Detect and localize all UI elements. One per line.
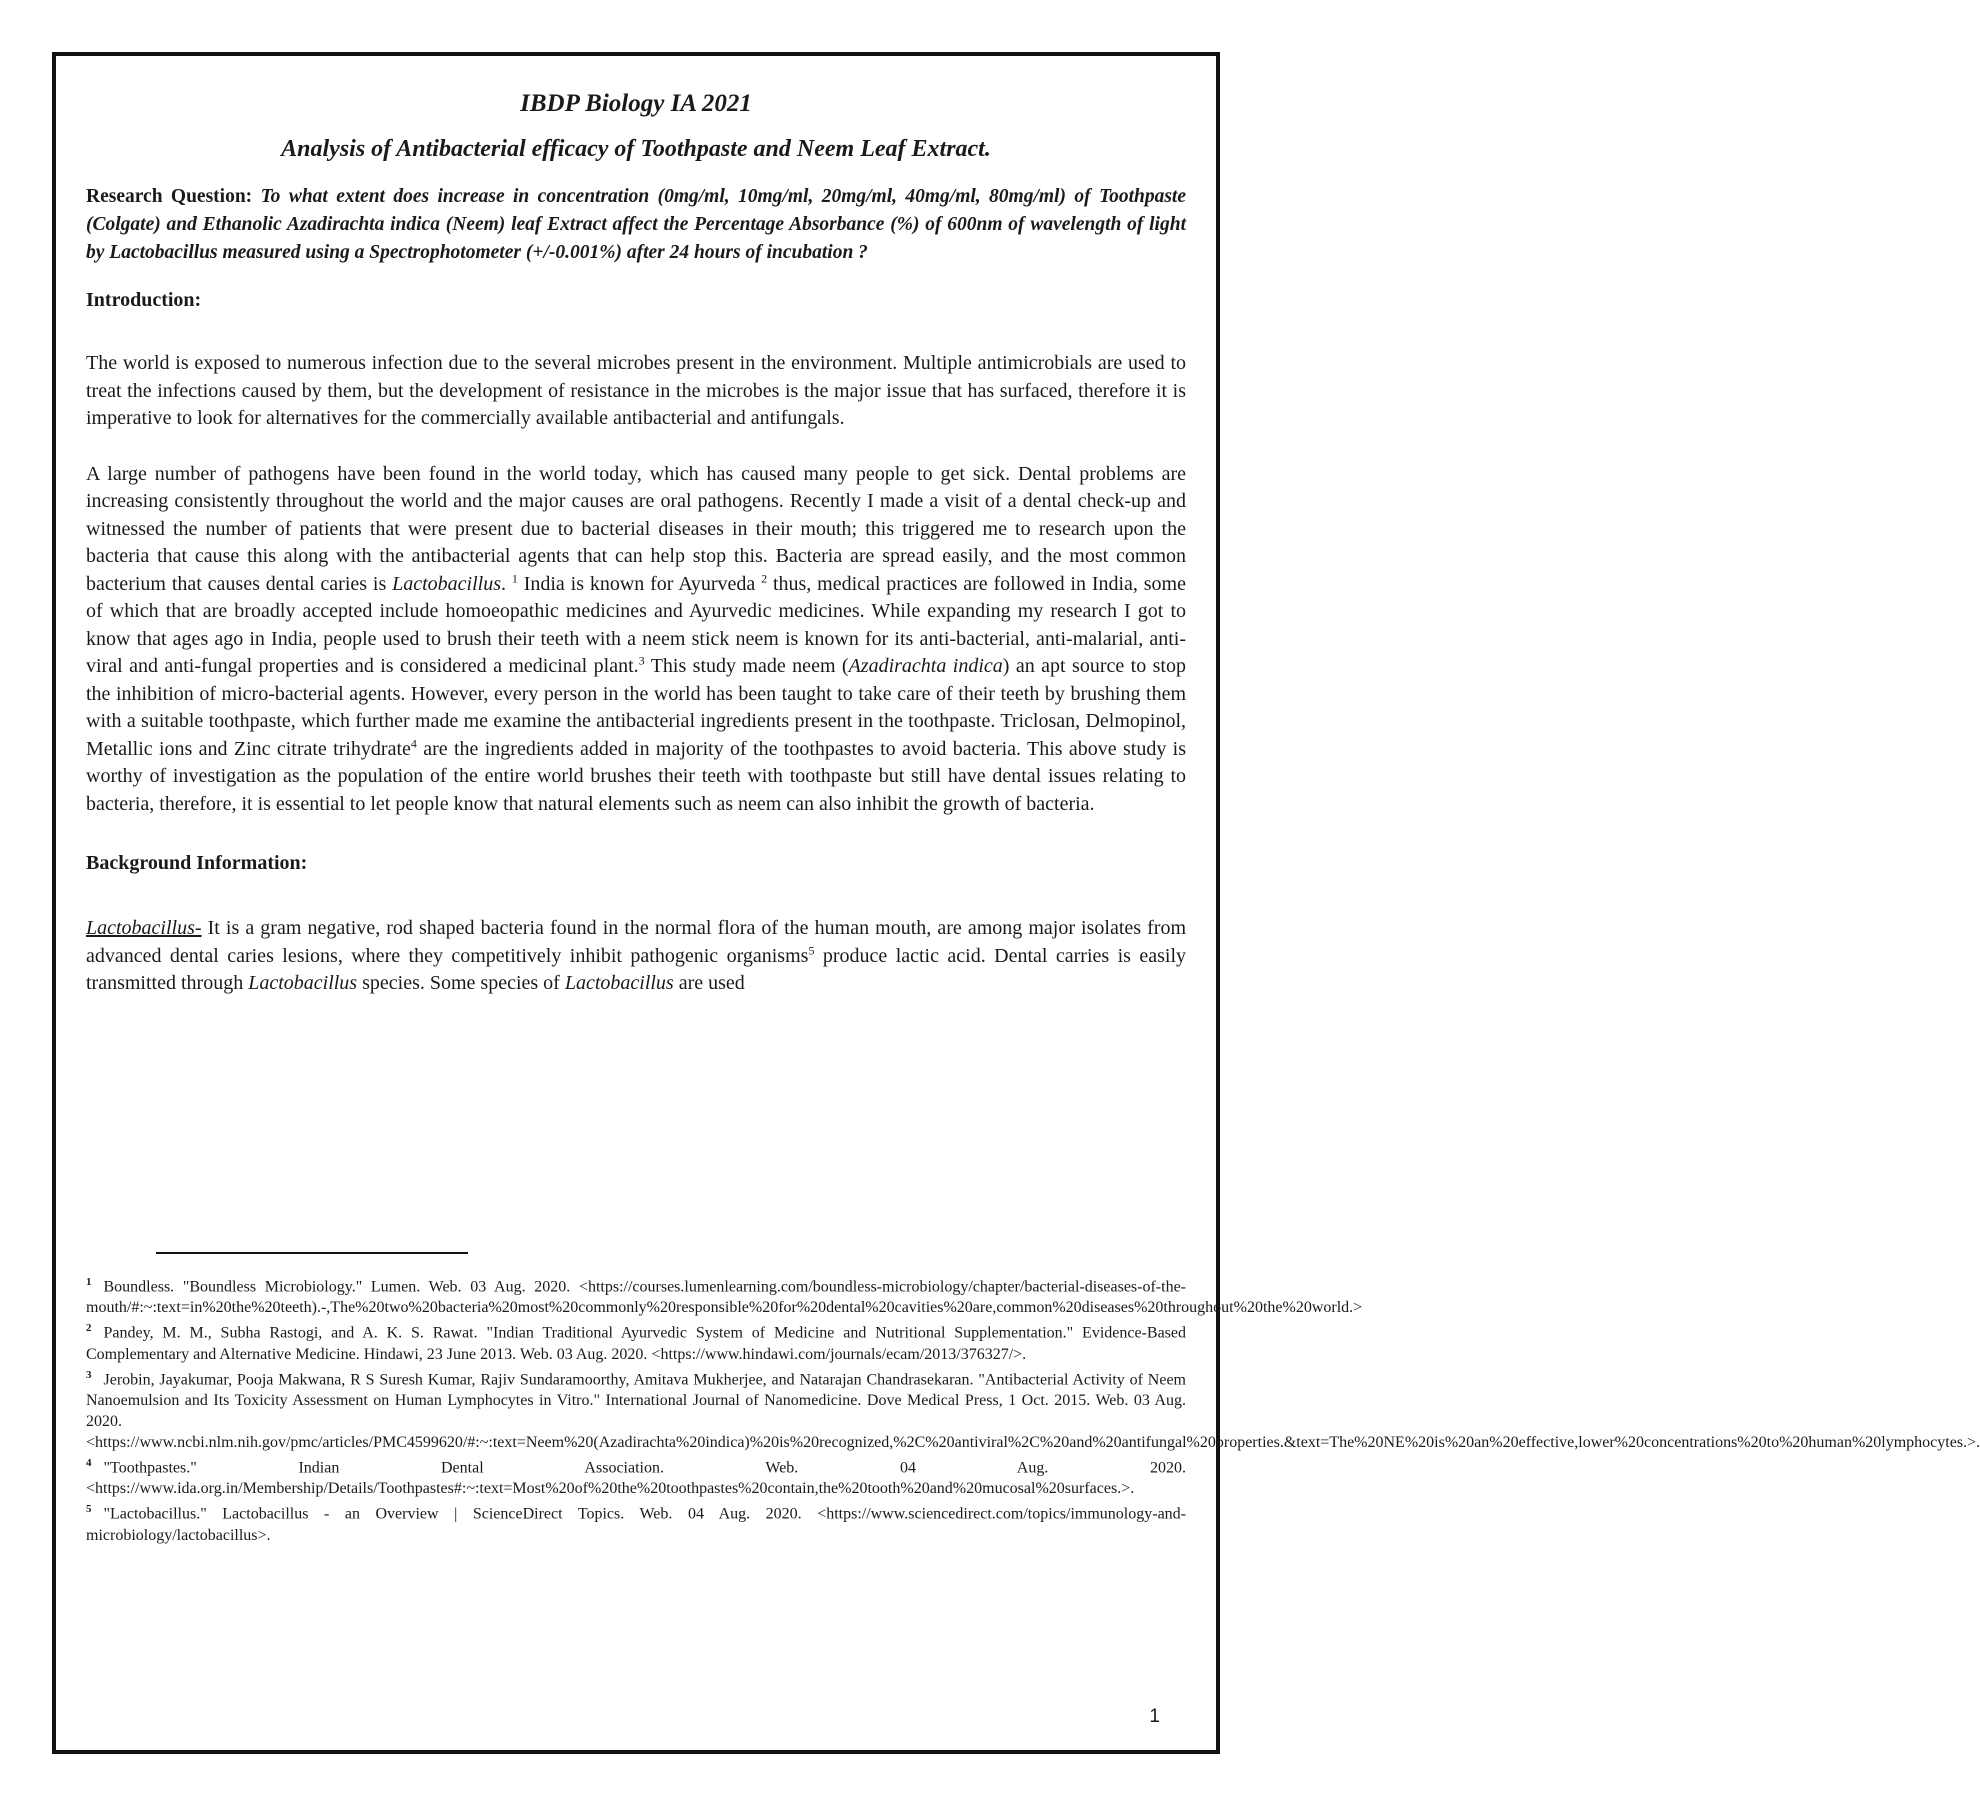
footnote-2-number: 2 [86, 1322, 92, 1335]
background-text-c: species. Some species of [357, 972, 565, 994]
footnote-5-number: 5 [86, 1503, 92, 1516]
main-content [86, 90, 1186, 998]
document-subtitle: Analysis of Antibacterial efficacy of Toothpaste and Neem Leaf Extract. [281, 136, 991, 162]
footnote-3 [86, 1365, 1980, 1453]
footnotes-section [86, 1252, 1980, 1546]
intro-p2-text-f: ) an apt source to stop the inhibition of micro-bacterial agents. However, every person in the world has been taught to take care of their teeth by brushing them with a suitable toothpaste, which further made me examine the antibacterial ingredients present in the toothpaste. Triclosan, Delmopinol, Metallic ions and Zinc citrate trihydrate [86, 655, 1186, 760]
footnote-ref-3[interactable]: 3 [638, 653, 645, 668]
research-question-label: Research Question: [86, 186, 253, 207]
footnote-4-text: "Toothpastes." Indian Dental Association. Web. 04 Aug. 2020. <https://www.ida.org.in/Membership/Details/Toothpastes#:~:text=Most%20of%20the%20toothpastes%20contain,the%20tooth%20and%20mucosal%20surfaces.>. [86, 1459, 1186, 1498]
footnote-2 [86, 1318, 1186, 1364]
footnote-1 [86, 1272, 1363, 1318]
footnote-ref-1[interactable]: 1 [511, 570, 518, 585]
intro-p2-text-d: thus, medical practices are followed in India, some of which that are broadly accepted include homoeopathic medicines and Ayurvedic medicines. While expanding my research I got to know that ages ago in India, people used to brush their teeth with a neem stick neem is known for its anti-bacterial, anti-malarial, anti-viral and anti-fungal properties and is considered a medicinal plant. [86, 572, 1186, 677]
background-term-lactobacillus: Lactobacillus- [86, 917, 202, 939]
research-question-text: To what extent does increase in concentration (0mg/ml, 10mg/ml, 20mg/ml, 40mg/ml, 80mg/ml) of Toothpaste (Colgate) and Ethanolic Azadirachta indica (Neem) leaf Extract affect the Percentage Absorbance (%) of 600nm of wavelength of light by Lactobacillus measured using a Spectrophotometer (+/-0.001%) after 24 hours of incubation ? [86, 186, 1187, 263]
footnote-ref-5[interactable]: 5 [808, 942, 815, 957]
background-paragraph [86, 915, 1186, 998]
intro-p2-lactobacillus: Lactobacillus [392, 572, 501, 595]
intro-p2-text-g: are the ingredients added in majority of the toothpastes to avoid bacteria. This above study is worthy of investigation as the population of the entire world brushes their teeth with toothpaste but still have dental issues relating to bacteria, therefore, it is essential to let people know that natural elements such as neem can also inhibit the growth of bacteria. [86, 737, 1186, 815]
footnote-divider [156, 1252, 468, 1254]
introduction-paragraph-2 [86, 461, 1186, 819]
footnote-3-text: Jerobin, Jayakumar, Pooja Makwana, R S Suresh Kumar, Rajiv Sundaramoorthy, Amitava Mukherjee, and Natarajan Chandrasekaran. "Antibacterial Activity of Neem Nanoemulsion and Its Toxicity Assessment on Human Lymphocytes in Vitro." International Journal of Nanomedicine. Dove Medical Press, 1 Oct. 2015. Web. 03 Aug. 2020. <https://www.ncbi.nlm.nih.gov/pmc/articles/PMC4599620/#:~:text=Neem%20(Azadirachta%20indica)%20is%20recognized,%2C%20antiviral%2C%20and%20antifungal%20properties.&text=The%20NE%20is%20an%20effective,lower%20concentrations%20to%20human%20lymphocytes.>. [86, 1370, 1980, 1451]
intro-p2-text-b: . [501, 572, 512, 595]
background-heading: Background Information: [86, 852, 308, 874]
intro-p2-text-a: A large number of pathogens have been found in the world today, which has caused many people to get sick. Dental problems are increasing consistently throughout the world and the major causes are oral pathogens. Recently I made a visit of a dental check-up and witnessed the number of patients that were present due to bacterial diseases in their mouth; this triggered me to research upon the bacteria that cause this along with the antibacterial agents that can help stop this. Bacteria are spread easily, and the most common bacterium that causes dental caries is [86, 462, 1186, 595]
footnote-4 [86, 1453, 1186, 1499]
background-text-a: It is a gram negative, rod shaped bacteria found in the normal flora of the human mouth, are among major isolates from advanced dental caries lesions, where they competitively inhibit pathogenic organisms [86, 917, 1186, 967]
footnote-1-text: Boundless. "Boundless Microbiology." Lumen. Web. 03 Aug. 2020. <https://courses.lumenlearning.com/boundless-microbiology/chapter/bacterial-diseases-of-the-mouth/#:~:text=in%20the%20teeth).-,The%20two%20bacteria%20most%20commonly%20responsible%20for%20dental%20cavities%20are,common%20diseases%20throughout%20the%20world.> [86, 1278, 1363, 1317]
footnote-5 [86, 1499, 1186, 1545]
research-question [86, 183, 1186, 267]
background-lactobacillus-1: Lactobacillus [248, 972, 358, 994]
background-lactobacillus-2: Lactobacillus [564, 972, 674, 994]
page-number: 1 [1149, 1706, 1160, 1727]
introduction-heading: Introduction: [86, 289, 202, 311]
background-text-b: produce lactic acid. Dental carries is easily transmitted through [86, 944, 1186, 994]
footnote-ref-2[interactable]: 2 [761, 570, 768, 585]
intro-p2-text-e: This study made neem ( [644, 655, 849, 677]
footnote-ref-4[interactable]: 4 [410, 735, 417, 750]
background-text-d: are used [673, 972, 745, 994]
footnote-2-text: Pandey, M. M., Subha Rastogi, and A. K. S. Rawat. "Indian Traditional Ayurvedic System of Medicine and Nutritional Supplementation." Evidence-Based Complementary and Alternative Medicine. Hindawi, 23 June 2013. Web. 03 Aug. 2020. <https://www.hindawi.com/journals/ecam/2013/376327/>. [86, 1324, 1186, 1363]
footnote-5-text: "Lactobacillus." Lactobacillus - an Overview | ScienceDirect Topics. Web. 04 Aug. 2020. <https://www.sciencedirect.com/topics/immunology-and-microbiology/lactobacillus>. [86, 1505, 1186, 1544]
intro-p2-azadirachta: Azadirachta indica [848, 655, 1003, 677]
intro-p2-text-c: India is known for Ayurveda [517, 572, 762, 595]
footnote-4-number: 4 [86, 1456, 92, 1469]
document-title: IBDP Biology IA 2021 [520, 90, 752, 117]
footnote-1-number: 1 [86, 1276, 92, 1288]
footnote-3-number: 3 [86, 1368, 92, 1381]
introduction-paragraph-1: The world is exposed to numerous infection due to the several microbes present in the environment. Multiple antimicrobials are used to treat the infections caused by them, but the development of resistance in the microbes is the major issue that has surfaced, therefore it is imperative to look for alternatives for the commercially available antibacterial and antifungals. [86, 352, 1186, 429]
page-border [52, 52, 1980, 1754]
